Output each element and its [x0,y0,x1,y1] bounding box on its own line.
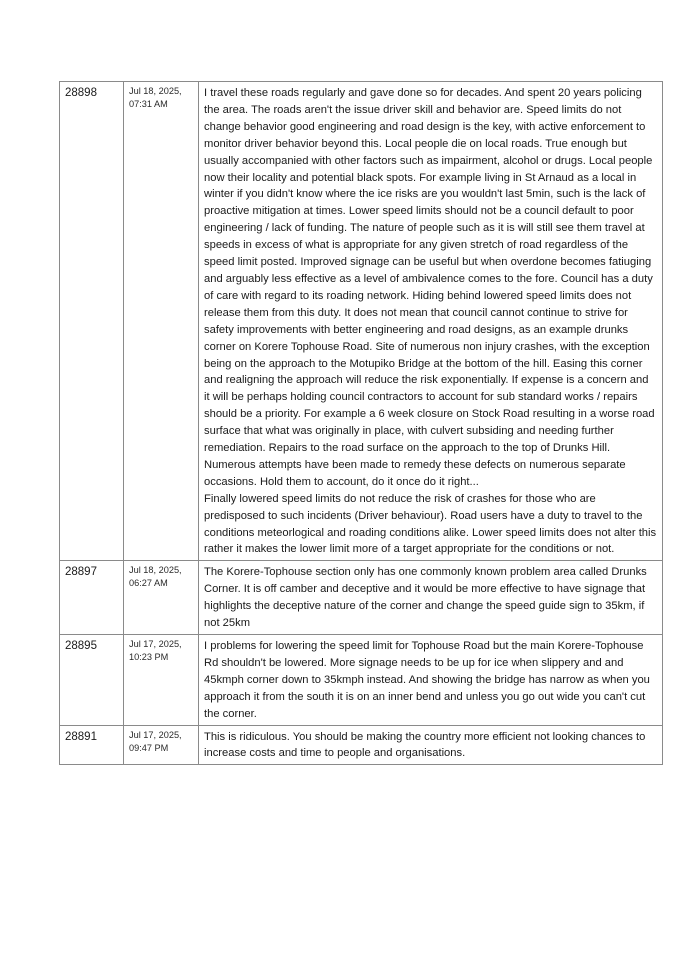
time-text: 07:31 AM [129,99,168,109]
table-row [60,725,663,765]
time-text: 09:47 PM [129,742,169,753]
submissions-table [59,81,663,765]
table-row [60,82,663,561]
comment-paragraph: I problems for lowering the speed limit for Tophouse Road but the main Korere-Tophouse Rd shouldn't be lowered. More signage needs to be up for ice when slippery and and 45kmph corner down to 35kmph instead. And showing the bridge has narrow as when you approach it from the south it is on an inner bend and unless you go out wide you can't cut the corner. [204,640,650,720]
submission-date [124,82,199,561]
time-text: 10:23 PM [129,652,169,662]
date-text: Jul 18, 2025, [129,86,182,96]
submission-id: 28895 [60,635,124,726]
comment-paragraph: Finally lowered speed limits do not reduce the risk of crashes for those who are predisposed to such incidents (Driver behaviour). Road users have a duty to travel to the conditions meteorlogical and roading conditions alike. Lower speed limits does not alter this rather it makes the lower limit more of a target appropriate for the conditions or not. [204,492,657,556]
date-text: Jul 18, 2025, [129,565,182,576]
comment-paragraph: The Korere-Tophouse section only has one commonly known problem area called Drunks Corner. It is off camber and deceptive and it would be more effective to have signage that highlights the deceptive nature of the corner and change the speed guide sign to 35km, if not 25km [204,566,647,630]
submission-text [199,725,663,765]
submission-id: 28898 [60,82,124,561]
submission-date [124,635,199,726]
submission-text [199,561,663,635]
submission-id: 28891 [60,725,124,765]
comment-paragraph: This is ridiculous. You should be making the country more efficient not looking chances to increase costs and time to people and organisations. [204,730,646,760]
date-text: Jul 17, 2025, [129,639,182,649]
submission-id: 28897 [60,561,124,635]
submission-date [124,561,199,635]
comment-paragraph: I travel these roads regularly and gave done so for decades. And spent 20 years policing the area. The roads aren't the issue driver skill and behavior are. Speed limits do not change behavior good engineering and road design is the key, with active enforcement to monitor driver behavior beyond this. Local people die on local roads. True enough but usually accompanied with other factors such as impairment, alcohol or drugs. Local people now their locality and potential black spots. For example living in St Arnaud as a local in winter if you didn't know where the ice risks are you wouldn't last 5min, such is the lack of proactive mitigation at times. Lower speed limits should not be a council default to poor engineering / lack of funding. The nature of people such as it is will still see them travel at speeds in excess of what is appropriate for any given stretch of road regardless of the speed limit posted. Improved signage can be useful but when overdone becomes fatiuging and arguably less effective as a level of ambivalence comes to the fore. Council has a duty of care with regard to its roading network. Hiding behind lowered speed limits does not release them from this duty. It does not mean that council cannot continue to strive for safety improvements with better engineering and road designs, as an example drunks corner on Korere Tophouse Road. Site of numerous non injury crashes, with the exception being on the approach to the Motupiko Bridge at the bottom of the hill. Easing this corner and realigning the approach will reduce the risk exponentially. If expense is a concern and it will be perhaps holding council contractors to account for sub standard works / repairs should be a priority. For example a 6 week closure on Stock Road resulting in a worse road surface that what was originally in place, with culvert subsiding and needing further remediation. Repairs to the road surface on the approach to the top of Drunks Hill. Numerous attempts have been made to remedy these defects on numerous separate occasions. Hold them to account, do it once do it right... [204,87,655,488]
submission-text [199,82,663,561]
submission-text [199,635,663,726]
date-text: Jul 17, 2025, [129,729,182,740]
table-row [60,561,663,635]
submission-date [124,725,199,765]
table-row [60,635,663,726]
time-text: 06:27 AM [129,578,168,589]
